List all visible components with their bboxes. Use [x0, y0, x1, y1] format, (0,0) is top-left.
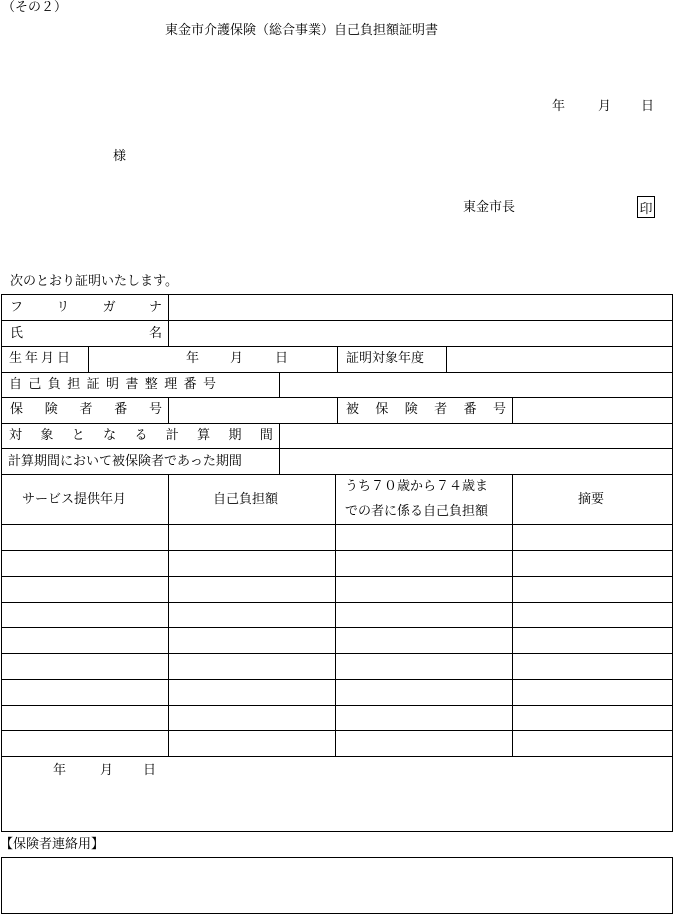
label-char: 象: [40, 428, 54, 443]
col-line: [335, 474, 336, 756]
form-footer-month: 月: [100, 763, 114, 778]
insurer-contact-box: [1, 857, 673, 914]
row-line: [1, 730, 673, 731]
row-line: [1, 524, 673, 525]
col-line: [168, 474, 169, 756]
col-header-service-month: サービス提供年月: [22, 492, 127, 507]
col-header-remarks: 摘要: [578, 492, 605, 507]
label-char: 険: [404, 402, 418, 417]
row-line: [1, 627, 673, 628]
col-line: [512, 474, 513, 756]
row-line: [1, 474, 673, 475]
label-char: 保: [375, 402, 389, 417]
col-line: [446, 346, 447, 372]
label-char: と: [71, 428, 85, 443]
col-line: [337, 346, 338, 372]
row-line: [1, 576, 673, 577]
row-line: [1, 550, 673, 551]
row-line: [1, 705, 673, 706]
col-line: [512, 397, 513, 423]
insured-number-label: [346, 403, 506, 416]
furigana-label: [10, 301, 162, 314]
issuer-name: 東金市長: [463, 200, 516, 215]
label-char: な: [103, 428, 117, 443]
label-char: 計: [165, 428, 179, 443]
insurer-number-label: [10, 403, 162, 416]
label-char: る: [134, 428, 148, 443]
col-header-70-74-line1: うち７０歳から７４歳ま: [345, 479, 489, 494]
row-line: [1, 320, 673, 321]
label-char: 保: [10, 402, 24, 417]
row-line: [1, 602, 673, 603]
col-line: [279, 423, 280, 474]
addressee-suffix: 様: [113, 149, 127, 164]
official-seal-box: [637, 196, 655, 218]
row-line: [1, 423, 673, 424]
label-char: 算: [197, 428, 211, 443]
label-char: 対: [9, 428, 23, 443]
label-char: ナ: [148, 300, 162, 315]
name-label: [10, 327, 162, 340]
row-line: [1, 372, 673, 373]
form-outer-border: [1, 294, 673, 832]
birthdate-label: 生年月日: [9, 351, 74, 366]
issue-date-year: 年: [552, 99, 566, 114]
insurer-contact-label: 【保険者連絡用】: [0, 837, 105, 852]
birth-day-unit: 日: [275, 351, 289, 366]
issue-date-month: 月: [598, 99, 612, 114]
target-year-label: 証明対象年度: [346, 351, 425, 366]
label-char: フ: [10, 300, 24, 315]
row-line: [1, 653, 673, 654]
col-header-self-pay: 自己負担額: [213, 492, 279, 507]
intro-text: 次のとおり証明いたします。: [10, 274, 178, 289]
row-line: [1, 448, 673, 449]
issue-date-day: 日: [641, 99, 655, 114]
birth-year-unit: 年: [186, 351, 200, 366]
col-line: [168, 294, 169, 346]
calculation-period-label: [9, 429, 273, 442]
label-char: 険: [44, 402, 58, 417]
label-char: リ: [56, 300, 70, 315]
label-char: 号: [492, 402, 506, 417]
seal-mark: 印: [639, 201, 653, 217]
label-char: 被: [346, 402, 360, 417]
label-char: 名: [148, 326, 162, 341]
col-line: [337, 397, 338, 423]
col-line: [168, 397, 169, 423]
label-char: 期: [228, 428, 242, 443]
row-line: [1, 679, 673, 680]
form-number-note: （その２）: [2, 0, 68, 15]
row-line: [1, 756, 673, 757]
label-char: 号: [148, 402, 162, 417]
label-char: 番: [114, 402, 128, 417]
page-title: 東金市介護保険（総合事業）自己負担額証明書: [165, 23, 439, 38]
form-footer-day: 日: [143, 763, 157, 778]
col-line: [88, 346, 89, 372]
management-number-label: 自己負担証明書整理番号: [9, 377, 223, 392]
label-char: ガ: [102, 300, 116, 315]
label-char: 番: [463, 402, 477, 417]
label-char: 間: [259, 428, 273, 443]
label-char: 者: [434, 402, 448, 417]
form-footer-year: 年: [53, 763, 67, 778]
label-char: 者: [79, 402, 93, 417]
label-char: 氏: [10, 326, 24, 341]
birth-month-unit: 月: [230, 351, 244, 366]
col-header-70-74-line2: での者に係る自己負担額: [345, 504, 489, 519]
col-line: [279, 372, 280, 397]
insured-period-label: 計算期間において被保険者であった期間: [8, 454, 242, 469]
